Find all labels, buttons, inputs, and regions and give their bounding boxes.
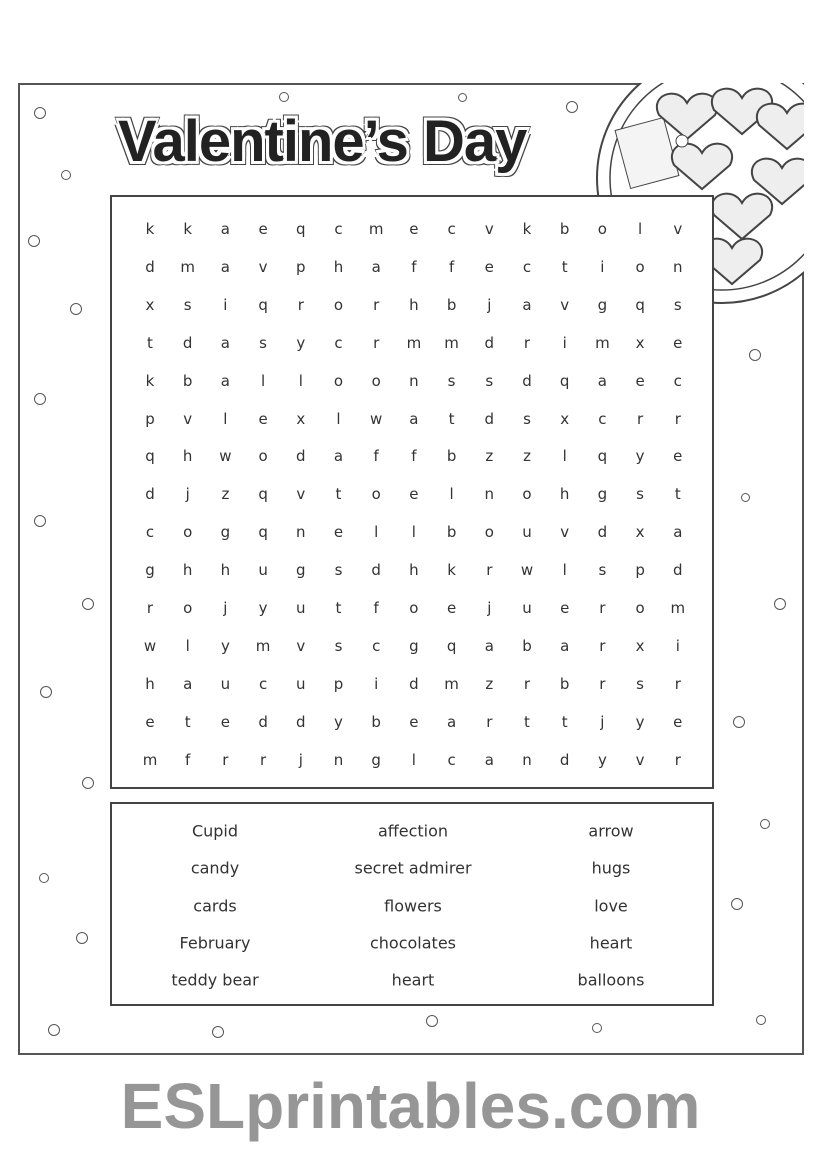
grid-letter[interactable]: c xyxy=(447,220,456,238)
grid-letter[interactable]: a xyxy=(409,409,419,428)
bubble-circle xyxy=(566,101,578,113)
grid-letter[interactable]: v xyxy=(635,750,645,769)
grid-letter[interactable]: y xyxy=(296,333,306,352)
word-search-grid xyxy=(110,195,714,789)
grid-letter[interactable]: q xyxy=(145,447,155,466)
grid-letter[interactable]: c xyxy=(673,371,682,390)
grid-letter[interactable]: c xyxy=(334,333,343,352)
grid-letter[interactable]: d xyxy=(597,523,608,542)
grid-letter[interactable]: r xyxy=(486,561,493,580)
grid-letter[interactable]: a xyxy=(446,712,457,731)
watermark: ESLprintables.com xyxy=(120,1070,701,1142)
grid-letter[interactable]: o xyxy=(635,257,645,276)
bubble-circle xyxy=(592,1023,602,1033)
grid-letter[interactable]: x xyxy=(296,409,306,428)
grid-letter[interactable]: x xyxy=(145,295,155,314)
grid-letter[interactable]: y xyxy=(597,750,607,769)
grid-letter[interactable]: d xyxy=(559,750,570,769)
grid-letter[interactable]: h xyxy=(409,295,419,314)
bubble-circle xyxy=(40,686,52,698)
grid-letter[interactable]: j xyxy=(487,599,492,617)
grid-letter[interactable]: r xyxy=(674,674,681,693)
grid-letter[interactable]: n xyxy=(673,257,683,276)
grid-letter[interactable]: d xyxy=(296,447,306,466)
grid-letter[interactable]: o xyxy=(183,599,193,617)
grid-letter[interactable]: l xyxy=(411,523,416,542)
grid-letter[interactable]: a xyxy=(522,295,532,314)
grid-letter[interactable]: y xyxy=(635,712,645,731)
grid-letter[interactable]: v xyxy=(484,220,494,238)
word-list-item: affection xyxy=(377,821,449,841)
grid-letter[interactable]: r xyxy=(637,409,644,428)
word-list-item: cards xyxy=(193,896,237,916)
grid-letter[interactable]: e xyxy=(409,712,419,731)
grid-letter[interactable]: v xyxy=(258,257,268,276)
grid-letter[interactable]: c xyxy=(145,523,155,542)
grid-letter[interactable]: l xyxy=(336,409,341,428)
grid-letter[interactable]: k xyxy=(183,220,193,238)
grid-letter[interactable]: f xyxy=(448,257,455,276)
grid-letter[interactable]: b xyxy=(559,674,570,693)
grid-letter[interactable]: x xyxy=(635,636,645,655)
grid-letter[interactable]: c xyxy=(372,636,381,655)
grid-letter[interactable]: d xyxy=(296,712,306,731)
grid-letter[interactable]: a xyxy=(673,523,683,542)
grid-letter[interactable]: r xyxy=(523,333,531,352)
grid-letter[interactable]: h xyxy=(409,561,419,580)
grid-letter[interactable]: w xyxy=(520,561,534,580)
grid-letter[interactable]: l xyxy=(185,636,190,655)
grid-letter[interactable]: e xyxy=(673,712,683,731)
grid-letter[interactable]: j xyxy=(600,712,605,731)
grid-letter[interactable]: x xyxy=(635,523,645,542)
grid-letter[interactable]: j xyxy=(223,599,228,617)
grid-letter[interactable]: w xyxy=(143,636,157,655)
grid-letter[interactable]: o xyxy=(371,485,381,504)
bubble-circle xyxy=(458,93,467,102)
grid-letter[interactable]: b xyxy=(371,712,381,731)
grid-letter[interactable]: n xyxy=(522,750,532,769)
grid-letter[interactable]: d xyxy=(484,409,495,428)
bubble-circle xyxy=(34,515,46,527)
grid-letter[interactable]: k xyxy=(145,371,155,390)
grid-letter[interactable]: r xyxy=(599,636,606,655)
grid-letter[interactable]: i xyxy=(562,333,567,352)
grid-letter[interactable]: g xyxy=(371,750,381,769)
grid-letter[interactable]: c xyxy=(258,674,268,693)
grid-letter[interactable]: m xyxy=(368,220,384,238)
grid-letter[interactable]: o xyxy=(484,523,494,542)
grid-letter[interactable]: v xyxy=(673,220,683,238)
grid-letter[interactable]: l xyxy=(562,447,567,466)
bubble-circle xyxy=(61,170,71,180)
grid-letter[interactable]: s xyxy=(183,295,192,314)
word-list-item: candy xyxy=(190,858,240,878)
grid-letter[interactable]: j xyxy=(298,750,303,769)
grid-letter[interactable]: t xyxy=(561,712,568,731)
grid-letter[interactable]: s xyxy=(447,371,456,390)
grid-letter[interactable]: c xyxy=(598,409,607,428)
grid-letter[interactable]: r xyxy=(523,674,531,693)
grid-letter[interactable]: r xyxy=(297,295,304,314)
grid-letter[interactable]: e xyxy=(333,523,344,542)
grid-letter[interactable]: o xyxy=(371,371,381,390)
grid-letter[interactable]: k xyxy=(447,561,456,580)
grid-letter[interactable]: q xyxy=(296,220,306,238)
grid-letter[interactable]: s xyxy=(259,333,267,352)
grid-letter[interactable]: q xyxy=(258,485,268,504)
word-list-item: chocolates xyxy=(369,933,457,953)
grid-letter[interactable]: s xyxy=(636,674,644,693)
grid-letter[interactable]: z xyxy=(485,674,494,693)
grid-letter[interactable]: i xyxy=(223,295,228,314)
grid-letter[interactable]: l xyxy=(261,371,266,390)
grid-letter[interactable]: g xyxy=(220,523,231,542)
word-list-item: arrow xyxy=(588,821,634,841)
bubble-circle xyxy=(82,598,94,610)
grid-letter[interactable]: e xyxy=(258,220,268,238)
grid-letter[interactable]: v xyxy=(183,409,193,428)
grid-letter[interactable]: d xyxy=(409,674,419,693)
grid-letter[interactable]: e xyxy=(635,371,645,390)
grid-letter[interactable]: v xyxy=(560,295,570,314)
grid-letter[interactable]: o xyxy=(597,220,607,238)
grid-letter[interactable]: m xyxy=(444,674,459,693)
grid-letter[interactable]: s xyxy=(673,295,682,314)
grid-letter[interactable]: d xyxy=(522,371,532,390)
bubble-circle xyxy=(34,107,46,119)
grid-letter[interactable]: b xyxy=(182,371,193,390)
grid-letter[interactable]: t xyxy=(184,712,191,731)
grid-letter[interactable]: f xyxy=(373,447,379,466)
bubble-circle xyxy=(48,1024,60,1036)
grid-letter[interactable]: e xyxy=(409,485,419,504)
grid-letter[interactable]: f xyxy=(411,447,417,466)
grid-letter[interactable]: j xyxy=(487,295,492,314)
grid-letter[interactable]: o xyxy=(522,485,532,504)
grid-letter[interactable]: u xyxy=(522,523,532,542)
grid-letter[interactable]: r xyxy=(599,674,606,693)
word-list-item: Cupid xyxy=(191,821,239,841)
grid-letter[interactable]: g xyxy=(597,295,608,314)
grid-letter[interactable]: e xyxy=(484,257,494,276)
grid-letter[interactable]: n xyxy=(333,750,344,769)
grid-letter[interactable]: u xyxy=(522,599,532,617)
grid-letter[interactable]: d xyxy=(371,561,381,580)
word-list-item: teddy bear xyxy=(171,970,259,990)
grid-letter[interactable]: r xyxy=(222,750,229,769)
grid-letter[interactable]: r xyxy=(373,333,380,352)
bubble-circle xyxy=(756,1015,766,1025)
grid-letter[interactable]: f xyxy=(373,599,379,617)
grid-letter[interactable]: m xyxy=(180,257,195,276)
grid-letter[interactable]: q xyxy=(559,371,570,390)
word-list-item: flowers xyxy=(384,896,442,916)
grid-letter[interactable]: m xyxy=(670,599,686,617)
grid-letter[interactable]: r xyxy=(486,712,493,731)
grid-letter[interactable]: e xyxy=(220,712,230,731)
word-list-item: secret admirer xyxy=(354,858,472,878)
grid-letter[interactable]: l xyxy=(449,485,454,504)
grid-letter[interactable]: a xyxy=(220,257,230,276)
grid-letter[interactable]: y xyxy=(635,447,645,466)
grid-letter[interactable]: y xyxy=(258,599,268,617)
word-list-item: heart xyxy=(391,970,435,990)
grid-letter[interactable]: t xyxy=(335,485,342,504)
grid-letter[interactable]: s xyxy=(636,485,644,504)
grid-letter[interactable]: t xyxy=(561,257,568,276)
grid-letter[interactable]: l xyxy=(223,409,228,428)
grid-letter[interactable]: x xyxy=(560,409,570,428)
grid-letter[interactable]: a xyxy=(333,447,344,466)
grid-letter[interactable]: h xyxy=(182,561,193,580)
grid-letter[interactable]: v xyxy=(296,636,306,655)
grid-letter[interactable]: c xyxy=(522,257,532,276)
bubble-circle xyxy=(774,598,786,610)
grid-letter[interactable]: u xyxy=(258,561,268,580)
bubble-circle xyxy=(760,819,770,829)
grid-letter[interactable]: s xyxy=(598,561,607,580)
grid-letter[interactable]: b xyxy=(446,523,457,542)
grid-letter[interactable]: g xyxy=(145,561,155,580)
grid-letter[interactable]: q xyxy=(597,447,608,466)
grid-letter[interactable]: v xyxy=(560,523,570,542)
grid-letter[interactable]: b xyxy=(522,636,532,655)
grid-letter[interactable]: h xyxy=(220,561,231,580)
grid-letter[interactable]: l xyxy=(562,561,567,580)
grid-letter[interactable]: a xyxy=(220,371,230,390)
grid-letter[interactable]: e xyxy=(673,447,683,466)
grid-letter[interactable]: g xyxy=(409,636,419,655)
grid-letter[interactable]: p xyxy=(296,257,306,276)
grid-letter[interactable]: z xyxy=(221,485,230,504)
grid-letter[interactable]: h xyxy=(182,447,193,466)
grid-letter[interactable]: m xyxy=(444,333,459,352)
grid-letter[interactable]: r xyxy=(599,599,606,617)
grid-letter[interactable]: z xyxy=(485,447,494,466)
grid-letter[interactable]: t xyxy=(335,599,342,617)
grid-letter[interactable]: i xyxy=(600,257,605,276)
bubble-circle xyxy=(741,493,750,502)
grid-letter[interactable]: v xyxy=(296,485,306,504)
bubble-circle xyxy=(70,303,82,315)
grid-letter[interactable]: g xyxy=(296,561,306,580)
grid-letter[interactable]: q xyxy=(446,636,457,655)
grid-letter[interactable]: n xyxy=(409,371,419,390)
bubble-circle xyxy=(731,898,743,910)
grid-letter[interactable]: t xyxy=(147,333,153,352)
grid-letter[interactable]: o xyxy=(409,599,419,617)
grid-letter[interactable]: e xyxy=(258,409,268,428)
grid-letter[interactable]: y xyxy=(220,636,230,655)
grid-letter[interactable]: n xyxy=(484,485,495,504)
grid-letter[interactable]: s xyxy=(334,636,343,655)
page-title: Valentine’s Day xyxy=(118,109,527,174)
grid-letter[interactable]: m xyxy=(595,333,610,352)
grid-letter[interactable]: l xyxy=(638,220,643,238)
grid-letter[interactable]: a xyxy=(220,333,230,352)
grid-letter[interactable]: b xyxy=(559,220,570,238)
grid-letter[interactable]: b xyxy=(446,295,457,314)
grid-letter[interactable]: c xyxy=(447,750,456,769)
grid-letter[interactable]: r xyxy=(373,295,380,314)
grid-letter[interactable]: p xyxy=(333,674,344,693)
grid-letter[interactable]: e xyxy=(446,599,457,617)
grid-letter[interactable]: m xyxy=(406,333,422,352)
grid-letter[interactable]: d xyxy=(145,257,155,276)
bubble-circle xyxy=(76,932,88,944)
grid-letter[interactable]: p xyxy=(145,409,155,428)
grid-letter[interactable]: q xyxy=(635,295,645,314)
grid-letter[interactable]: o xyxy=(258,447,268,466)
grid-letter[interactable]: l xyxy=(374,523,379,542)
grid-letter[interactable]: d xyxy=(145,485,155,504)
word-list-item: February xyxy=(179,933,251,953)
grid-letter[interactable]: e xyxy=(409,220,419,238)
grid-letter[interactable]: n xyxy=(296,523,306,542)
grid-letter[interactable]: d xyxy=(673,561,683,580)
grid-letter[interactable]: a xyxy=(597,371,607,390)
grid-letter[interactable]: i xyxy=(374,674,379,693)
grid-letter[interactable]: q xyxy=(258,523,268,542)
grid-letter[interactable]: u xyxy=(296,674,306,693)
grid-letter[interactable]: r xyxy=(674,750,681,769)
grid-letter[interactable]: a xyxy=(484,636,494,655)
grid-letter[interactable]: m xyxy=(142,750,158,769)
grid-letter[interactable]: a xyxy=(484,750,494,769)
grid-letter[interactable]: w xyxy=(370,409,383,428)
grid-letter[interactable]: o xyxy=(333,295,344,314)
grid-letter[interactable]: k xyxy=(145,220,155,238)
grid-letter[interactable]: s xyxy=(485,371,494,390)
grid-letter[interactable]: e xyxy=(673,333,683,352)
word-list-item: love xyxy=(594,896,628,916)
grid-letter[interactable]: i xyxy=(675,636,680,655)
grid-letter[interactable]: h xyxy=(559,485,570,504)
bubble-circle xyxy=(212,1026,224,1038)
grid-letter[interactable]: a xyxy=(220,220,230,238)
grid-letter[interactable]: k xyxy=(522,220,532,238)
grid-letter[interactable]: u xyxy=(220,674,231,693)
bubble-circle xyxy=(426,1015,438,1027)
grid-letter[interactable]: s xyxy=(523,409,531,428)
grid-letter[interactable]: o xyxy=(635,599,645,617)
word-list-item: heart xyxy=(589,933,633,953)
grid-letter[interactable]: a xyxy=(183,674,193,693)
grid-letter[interactable]: l xyxy=(298,371,303,390)
grid-letter[interactable]: f xyxy=(185,750,191,769)
grid-letter[interactable]: l xyxy=(411,750,416,769)
grid-letter[interactable]: x xyxy=(635,333,645,352)
grid-letter[interactable]: a xyxy=(560,636,570,655)
grid-letter[interactable]: e xyxy=(145,712,155,731)
grid-letter[interactable]: o xyxy=(333,371,344,390)
grid-letter[interactable]: w xyxy=(219,447,232,466)
grid-letter[interactable]: d xyxy=(484,333,495,352)
grid-letter[interactable]: r xyxy=(260,750,267,769)
bubble-circle xyxy=(39,873,49,883)
grid-letter[interactable]: t xyxy=(674,485,681,504)
bubble-circle xyxy=(28,235,40,247)
grid-letter[interactable]: h xyxy=(333,257,344,276)
word-list-item: balloons xyxy=(577,970,645,990)
grid-letter[interactable]: p xyxy=(635,561,645,580)
grid-letter[interactable]: o xyxy=(183,523,193,542)
bubble-circle xyxy=(34,393,46,405)
word-list xyxy=(110,802,714,1006)
grid-letter[interactable]: s xyxy=(334,561,343,580)
bubble-circle xyxy=(733,716,745,728)
grid-letter[interactable]: t xyxy=(524,712,530,731)
grid-letter[interactable]: r xyxy=(146,599,154,617)
grid-letter[interactable]: z xyxy=(523,447,531,466)
grid-letter[interactable]: t xyxy=(448,409,455,428)
grid-letter[interactable]: d xyxy=(182,333,193,352)
grid-letter[interactable]: y xyxy=(334,712,343,731)
grid-letter[interactable]: m xyxy=(255,636,271,655)
word-list-item: hugs xyxy=(591,858,631,878)
grid-letter[interactable]: u xyxy=(296,599,306,617)
grid-letter[interactable]: h xyxy=(145,674,155,693)
grid-letter[interactable]: q xyxy=(258,295,268,314)
grid-letter[interactable]: r xyxy=(674,409,681,428)
grid-letter[interactable]: f xyxy=(411,257,417,276)
grid-letter[interactable]: a xyxy=(371,257,381,276)
bubble-circle xyxy=(279,92,289,102)
grid-letter[interactable]: c xyxy=(334,220,343,238)
bubble-circle xyxy=(82,777,94,789)
grid-letter[interactable]: d xyxy=(258,712,268,731)
grid-letter[interactable]: e xyxy=(560,599,570,617)
grid-letter[interactable]: b xyxy=(446,447,457,466)
bubble-circle xyxy=(749,349,761,361)
grid-letter[interactable]: j xyxy=(185,485,190,504)
grid-letter[interactable]: g xyxy=(597,485,608,504)
